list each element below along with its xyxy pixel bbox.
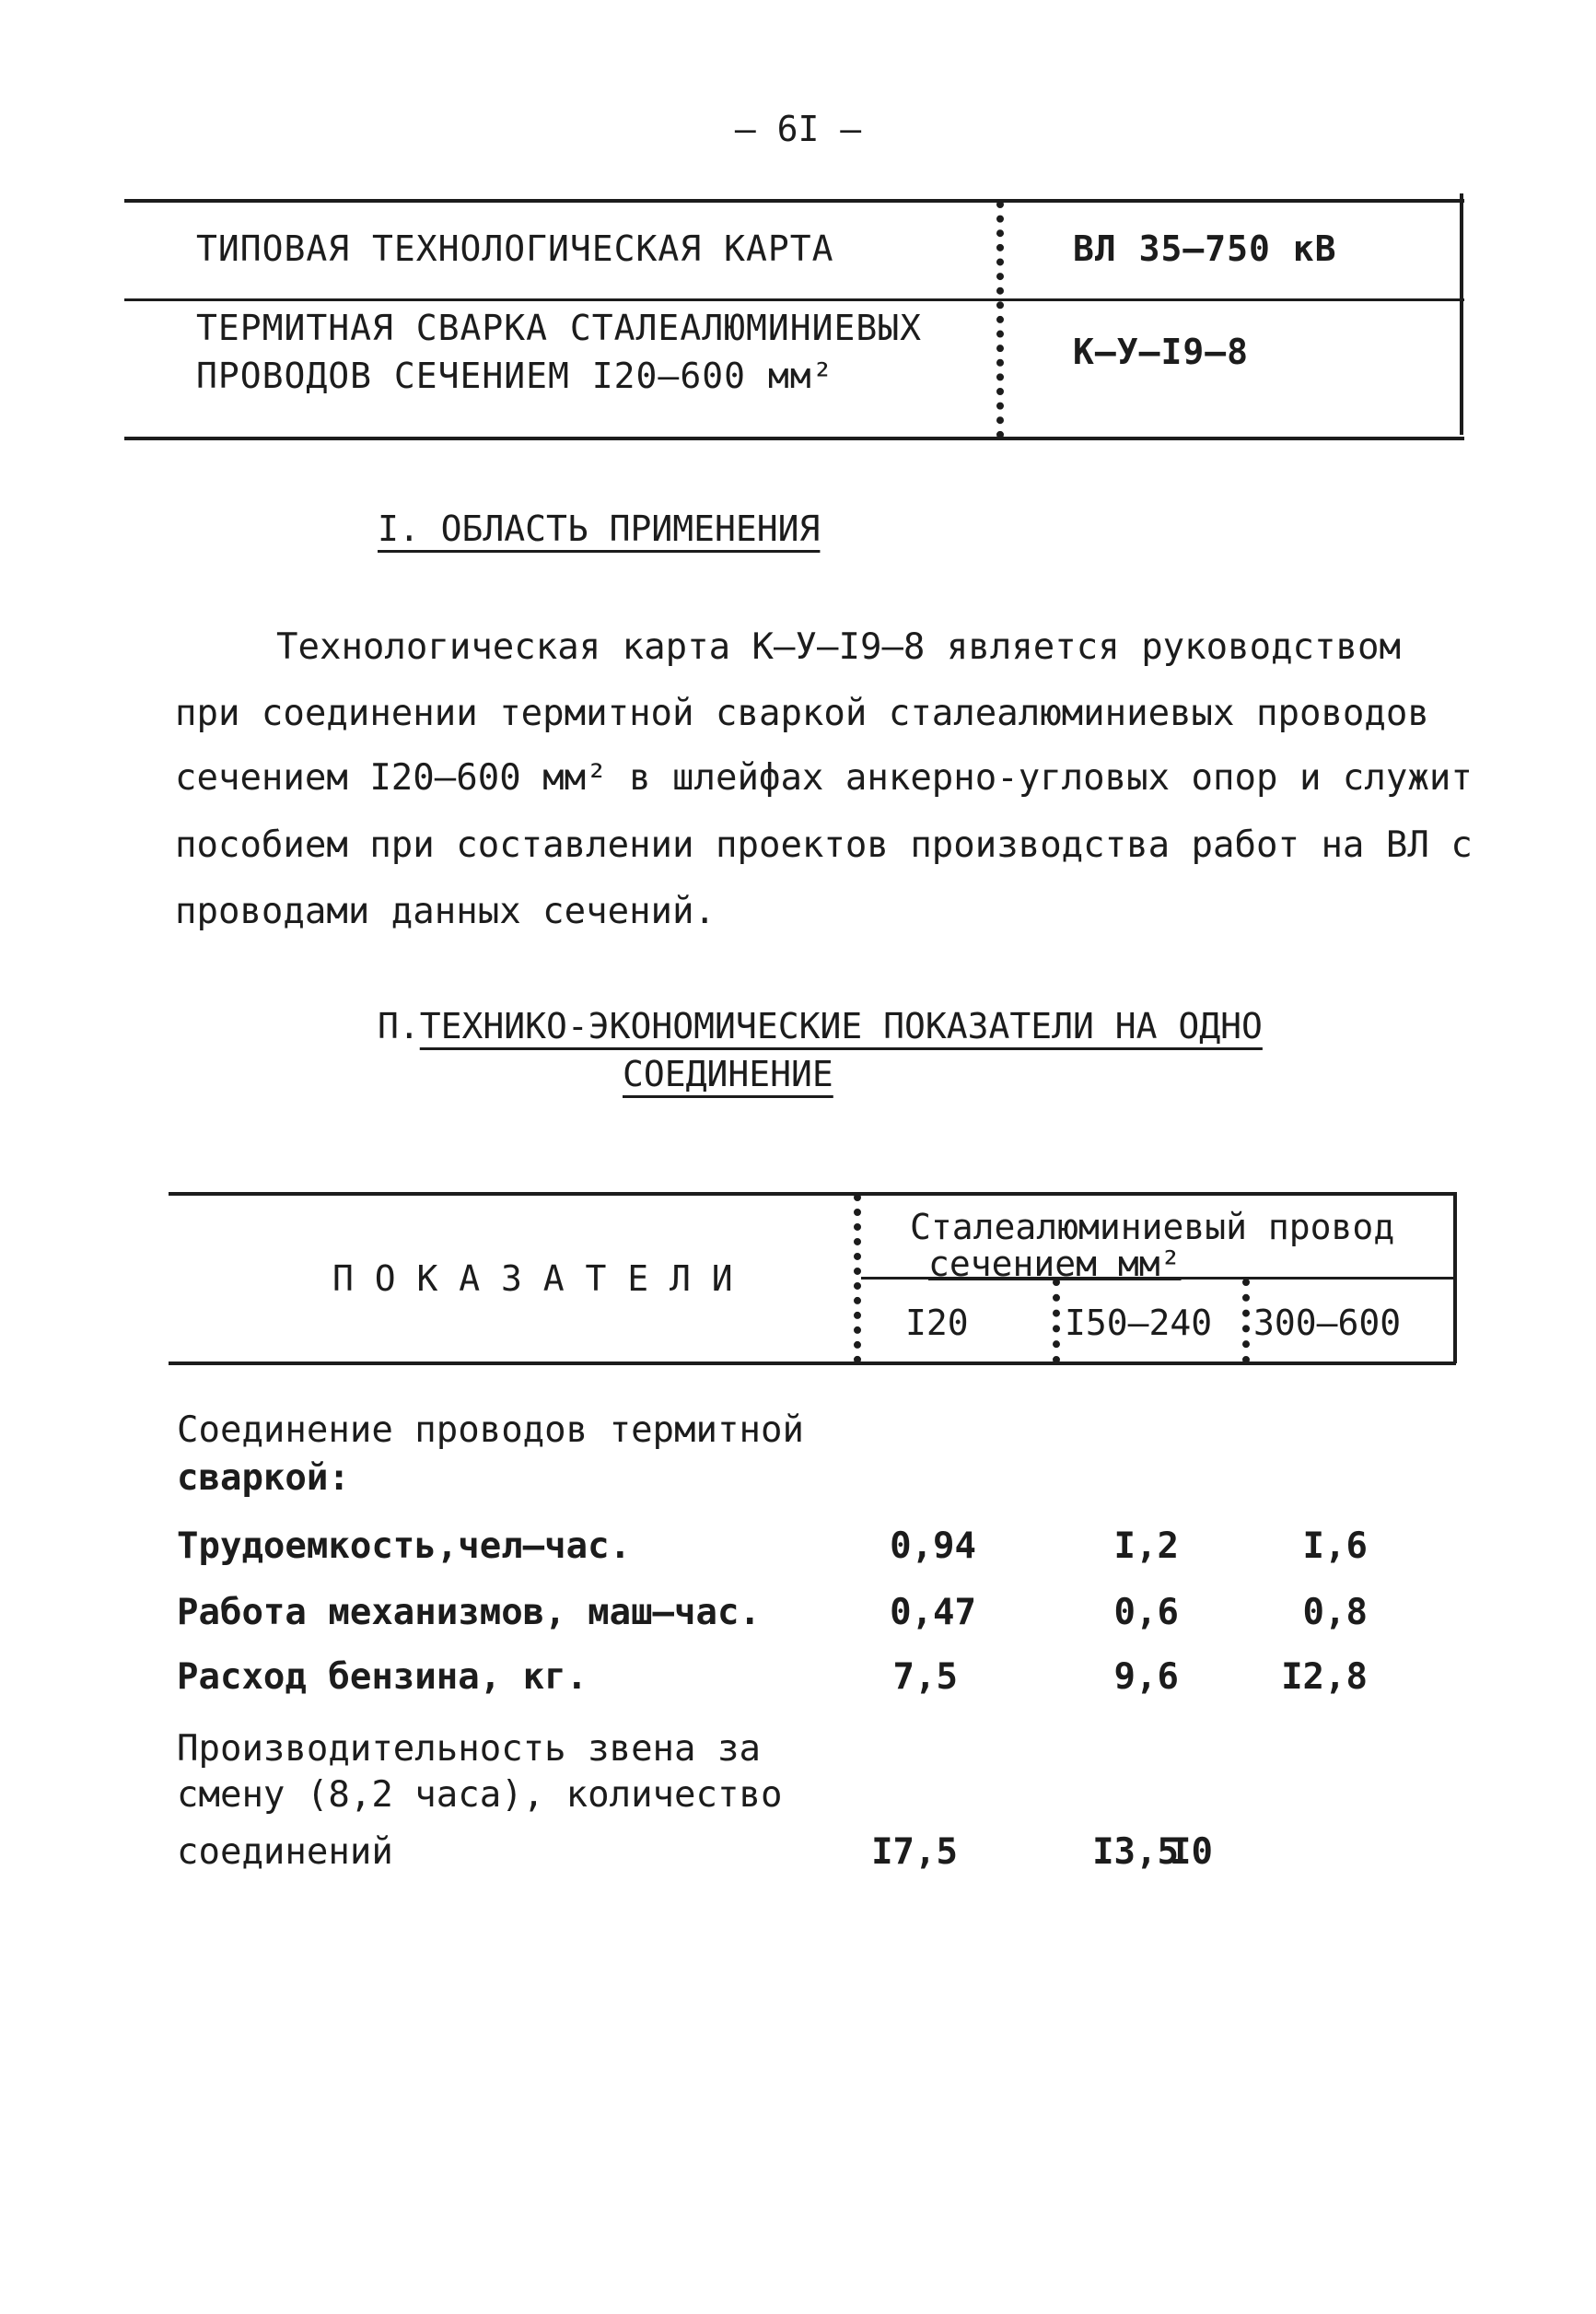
table-group-label-line1: Соединение проводов термитной <box>177 1409 804 1451</box>
section1-line: сечением I20–600 мм² в шлейфах анкерно-угловых опор и служит <box>175 757 1473 799</box>
table-header-bottom-border <box>169 1362 1456 1365</box>
header-column-divider <box>996 201 1011 438</box>
section2-prefix: П. <box>378 1006 420 1046</box>
table-cell-value: 0,47 <box>890 1592 976 1633</box>
table-cell-value: 0,6 <box>1113 1592 1179 1633</box>
section1-line: Технологическая карта К–У–I9–8 является руководством <box>276 626 1401 668</box>
table-cell-value: 7,5 <box>892 1656 958 1698</box>
table-cell-value: I3,5 <box>1092 1831 1179 1873</box>
header-right-border <box>1460 193 1463 435</box>
header-box <box>124 193 1464 444</box>
table-column-header: I20 <box>905 1303 969 1343</box>
table-cell-value: I7,5 <box>871 1831 958 1873</box>
header-top-border <box>124 199 1464 203</box>
section1-line: пособием при составлении проектов производства работ на ВЛ с <box>175 824 1473 866</box>
table-header-left: П О К А З А Т Е Л И <box>332 1258 733 1299</box>
section1-line: проводами данных сечений. <box>175 891 716 932</box>
table-header-group-line2: сечением мм² <box>928 1244 1182 1284</box>
section1-title: I. ОБЛАСТЬ ПРИМЕНЕНИЯ <box>378 508 821 549</box>
table-cell-value: 0,94 <box>890 1525 976 1567</box>
table-group-label-line2: сваркой: <box>177 1457 350 1499</box>
table-cell-value: 0,8 <box>1302 1592 1368 1633</box>
section2-title-line1: ТЕХНИКО-ЭКОНОМИЧЕСКИЕ ПОКАЗАТЕЛИ НА ОДНО <box>419 1006 1263 1046</box>
table-row-label: Работа механизмов, маш–час. <box>177 1592 761 1633</box>
header-title-left: ТИПОВАЯ ТЕХНОЛОГИЧЕСКАЯ КАРТА <box>196 228 834 269</box>
table-row-label: Трудоемкость,чел–час. <box>177 1525 632 1567</box>
table-cell-value: I,6 <box>1302 1525 1368 1567</box>
header-middle-border <box>124 298 1464 301</box>
header-title-right: ВЛ 35–750 кВ <box>1073 228 1337 269</box>
table-cell-value: I,2 <box>1113 1525 1179 1567</box>
header-subtitle-line2: ПРОВОДОВ СЕЧЕНИЕМ I20–600 мм² <box>196 356 834 396</box>
section2-title-line2: СОЕДИНЕНИЕ <box>623 1054 833 1094</box>
header-code: К–У–I9–8 <box>1073 332 1250 372</box>
section2-title <box>378 1006 1263 1046</box>
table-row-label: Расход бензина, кг. <box>177 1656 588 1698</box>
header-subtitle-line1: ТЕРМИТНАЯ СВАРКА СТАЛЕАЛЮМИНИЕВЫХ <box>196 308 922 348</box>
table-header-group-line1: Сталеалюминиевый провод <box>910 1207 1395 1247</box>
page-number: – 6I – <box>734 109 862 149</box>
table-row-label: смену (8,2 часа), количество <box>177 1774 783 1816</box>
table-cell-value: I0 <box>1170 1831 1213 1873</box>
table-cell-value: 9,6 <box>1113 1656 1179 1698</box>
table-column-divider-1 <box>854 1194 868 1363</box>
table-top-border <box>169 1192 1456 1196</box>
header-bottom-border <box>124 437 1464 440</box>
table-row-label: соединений <box>177 1831 393 1873</box>
table-row-label: Производительность звена за <box>177 1728 761 1770</box>
table-column-header: 300–600 <box>1253 1303 1402 1343</box>
section1-line: при соединении термитной сваркой сталеалюминиевых проводов <box>175 693 1429 734</box>
table-column-header: I50–240 <box>1065 1303 1213 1343</box>
table-cell-value: I2,8 <box>1281 1656 1368 1698</box>
